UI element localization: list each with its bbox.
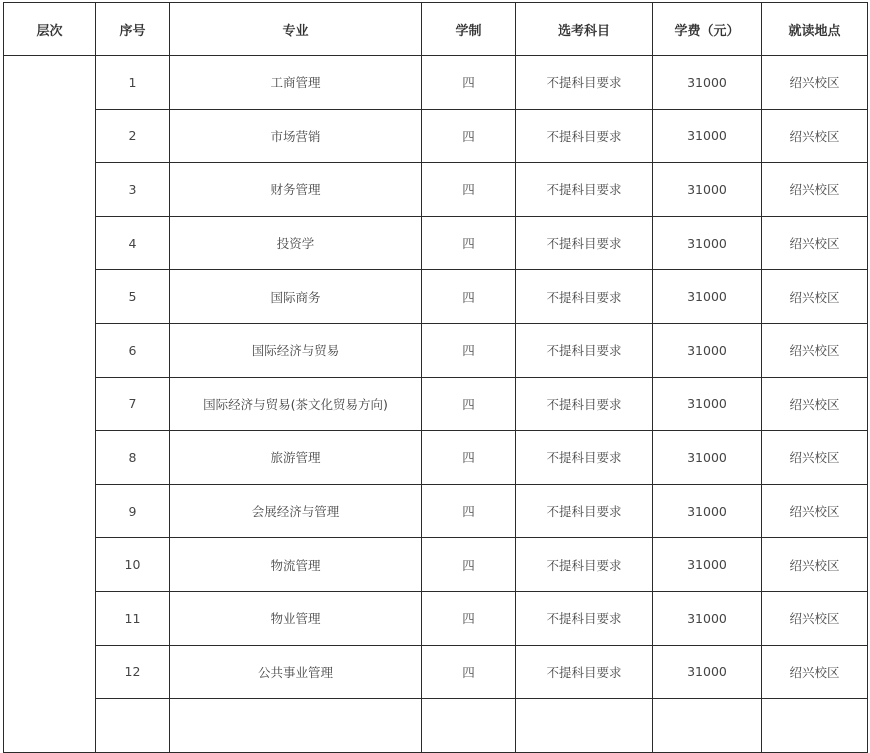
table-row — [4, 56, 868, 110]
cell-tuition: 31000 — [653, 56, 762, 110]
cell-major: 国际经济与贸易(茶文化贸易方向) — [170, 377, 422, 431]
cell-no: 12 — [96, 645, 170, 699]
cell-tuition: 31000 — [653, 270, 762, 324]
cell-major: 物业管理 — [170, 591, 422, 645]
cell-subjects: 不提科目要求 — [516, 591, 653, 645]
cell-major: 财务管理 — [170, 163, 422, 217]
cell-tuition: 31000 — [653, 216, 762, 270]
cell-tuition: 31000 — [653, 377, 762, 431]
majors-table — [3, 2, 868, 753]
cell-no: 8 — [96, 431, 170, 485]
cell-no: 6 — [96, 323, 170, 377]
table-row — [4, 163, 868, 217]
table-row — [4, 699, 868, 753]
cell-no: 7 — [96, 377, 170, 431]
cell-major — [170, 699, 422, 753]
table-row — [4, 323, 868, 377]
cell-no — [96, 699, 170, 753]
cell-major: 国际经济与贸易 — [170, 323, 422, 377]
cell-duration: 四 — [422, 591, 516, 645]
cell-duration: 四 — [422, 538, 516, 592]
cell-no: 2 — [96, 109, 170, 163]
cell-campus: 绍兴校区 — [762, 56, 868, 110]
cell-duration: 四 — [422, 56, 516, 110]
cell-major: 公共事业管理 — [170, 645, 422, 699]
cell-campus: 绍兴校区 — [762, 323, 868, 377]
cell-tuition: 31000 — [653, 163, 762, 217]
cell-subjects: 不提科目要求 — [516, 270, 653, 324]
cell-campus: 绍兴校区 — [762, 377, 868, 431]
cell-campus: 绍兴校区 — [762, 163, 868, 217]
cell-no: 3 — [96, 163, 170, 217]
header-subjects: 选考科目 — [516, 3, 653, 56]
cell-subjects: 不提科目要求 — [516, 538, 653, 592]
header-row — [4, 3, 868, 56]
cell-subjects: 不提科目要求 — [516, 484, 653, 538]
cell-no: 5 — [96, 270, 170, 324]
table-row — [4, 484, 868, 538]
cell-duration: 四 — [422, 431, 516, 485]
cell-campus: 绍兴校区 — [762, 431, 868, 485]
cell-tuition: 31000 — [653, 323, 762, 377]
cell-duration: 四 — [422, 645, 516, 699]
cell-major: 物流管理 — [170, 538, 422, 592]
cell-campus — [762, 699, 868, 753]
header-major: 专业 — [170, 3, 422, 56]
cell-campus: 绍兴校区 — [762, 109, 868, 163]
cell-duration: 四 — [422, 270, 516, 324]
table-row — [4, 431, 868, 485]
cell-major: 国际商务 — [170, 270, 422, 324]
cell-campus: 绍兴校区 — [762, 645, 868, 699]
cell-duration: 四 — [422, 163, 516, 217]
cell-major: 会展经济与管理 — [170, 484, 422, 538]
cell-duration: 四 — [422, 484, 516, 538]
cell-major: 工商管理 — [170, 56, 422, 110]
table-row — [4, 538, 868, 592]
cell-major: 旅游管理 — [170, 431, 422, 485]
header-duration: 学制 — [422, 3, 516, 56]
cell-subjects: 不提科目要求 — [516, 216, 653, 270]
table-row — [4, 645, 868, 699]
cell-no: 1 — [96, 56, 170, 110]
cell-tuition: 31000 — [653, 431, 762, 485]
cell-subjects — [516, 699, 653, 753]
cell-tuition: 31000 — [653, 538, 762, 592]
cell-tuition: 31000 — [653, 645, 762, 699]
cell-campus: 绍兴校区 — [762, 216, 868, 270]
header-no: 序号 — [96, 3, 170, 56]
cell-tuition: 31000 — [653, 591, 762, 645]
cell-no: 11 — [96, 591, 170, 645]
cell-subjects: 不提科目要求 — [516, 645, 653, 699]
cell-subjects: 不提科目要求 — [516, 109, 653, 163]
table-row — [4, 270, 868, 324]
cell-no: 9 — [96, 484, 170, 538]
header-campus: 就读地点 — [762, 3, 868, 56]
cell-tuition: 31000 — [653, 484, 762, 538]
cell-duration: 四 — [422, 109, 516, 163]
table-row — [4, 109, 868, 163]
table-body — [4, 56, 868, 753]
cell-tuition — [653, 699, 762, 753]
cell-no: 10 — [96, 538, 170, 592]
header-level: 层次 — [4, 3, 96, 56]
cell-duration: 四 — [422, 377, 516, 431]
cell-subjects: 不提科目要求 — [516, 56, 653, 110]
cell-duration: 四 — [422, 323, 516, 377]
header-tuition: 学费（元） — [653, 3, 762, 56]
cell-level — [4, 56, 96, 753]
cell-subjects: 不提科目要求 — [516, 377, 653, 431]
table-row — [4, 377, 868, 431]
cell-campus: 绍兴校区 — [762, 591, 868, 645]
cell-duration: 四 — [422, 216, 516, 270]
cell-no: 4 — [96, 216, 170, 270]
cell-tuition: 31000 — [653, 109, 762, 163]
cell-subjects: 不提科目要求 — [516, 323, 653, 377]
table-row — [4, 216, 868, 270]
cell-major: 投资学 — [170, 216, 422, 270]
cell-duration — [422, 699, 516, 753]
cell-campus: 绍兴校区 — [762, 484, 868, 538]
cell-campus: 绍兴校区 — [762, 538, 868, 592]
cell-subjects: 不提科目要求 — [516, 163, 653, 217]
cell-campus: 绍兴校区 — [762, 270, 868, 324]
cell-major: 市场营销 — [170, 109, 422, 163]
table-row — [4, 591, 868, 645]
cell-subjects: 不提科目要求 — [516, 431, 653, 485]
